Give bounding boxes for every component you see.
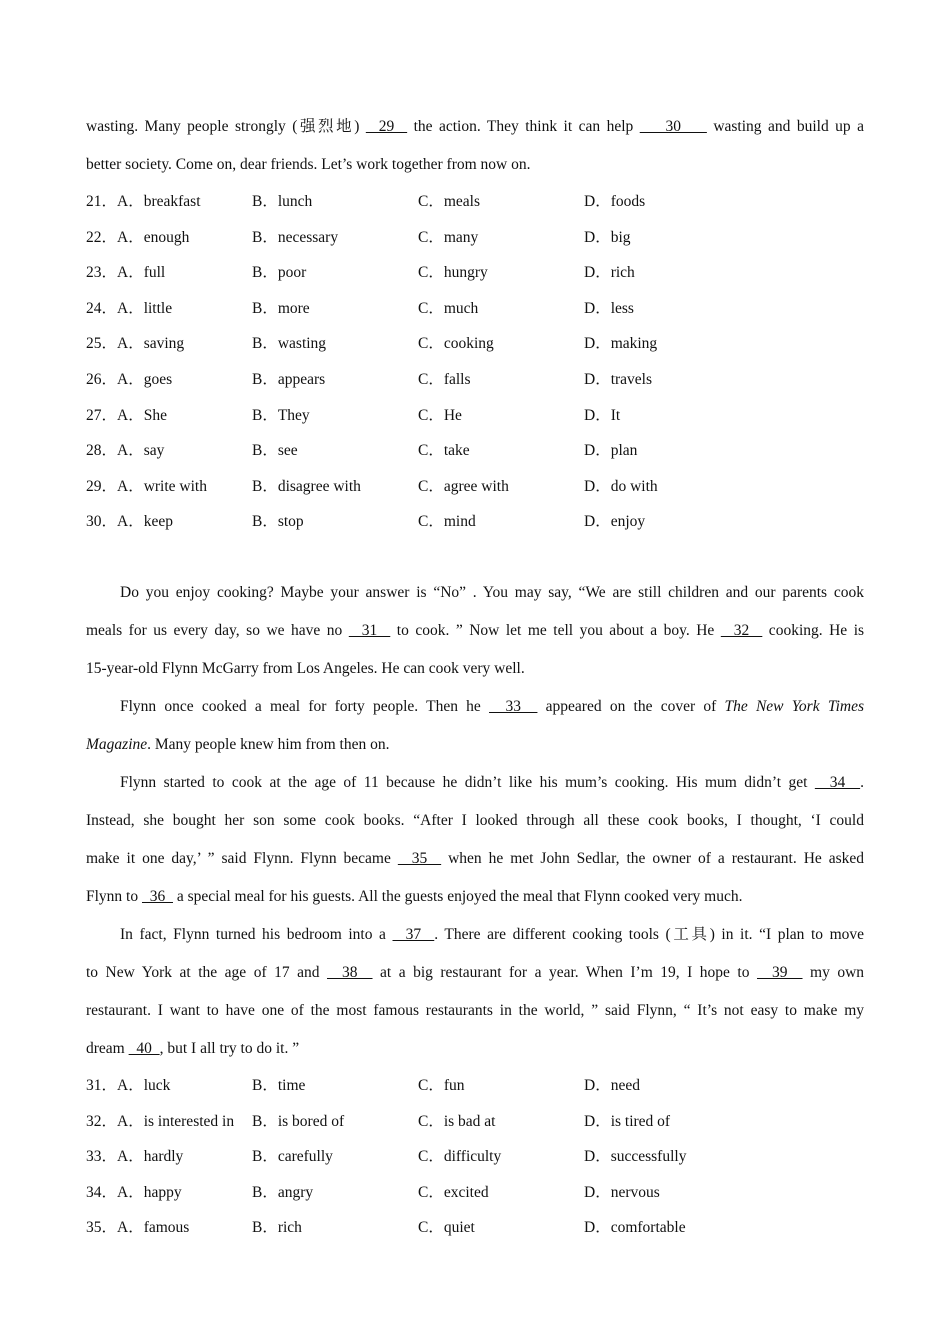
passage-line: In fact, Flynn turned his bedroom into a 37 . There are different cooking tools (工具) in it. “I plan to move <box>120 925 865 943</box>
question-row: 29．A．write with B．disagree with C．agree with D．do with <box>86 477 658 495</box>
blank-32: 32 <box>720 621 763 639</box>
options-group-31-35 <box>86 1070 864 1248</box>
passage-line: restaurant. I want to have one of the most famous restaurants in the world, ” said Flynn, “ It’s not easy to make my <box>86 1001 864 1019</box>
section-gap <box>86 542 864 576</box>
passage-2 <box>86 576 864 1070</box>
blank-38: 38 <box>327 963 373 981</box>
blank-29: 29 <box>365 118 408 135</box>
blank-30: 30 <box>639 118 707 135</box>
blank-35: 35 <box>397 849 442 867</box>
blank-34: 34 <box>814 773 861 791</box>
blank-33: 33 <box>489 697 538 715</box>
blank-31: 31 <box>348 621 391 639</box>
passage-line: 15-year-old Flynn McGarry from Los Angeles. He can cook very well. <box>86 659 525 677</box>
question-row: 31．A．luck B．time C．fun D．need <box>86 1076 640 1094</box>
passage-line: Do you enjoy cooking? Maybe your answer is “No” . You may say, “We are still children and our parents cook <box>120 583 864 601</box>
blank-40: 40 <box>128 1039 160 1057</box>
passage-line: make it one day,’ ” said Flynn. Flynn became 35 when he met John Sedlar, the owner of a restaurant. He asked <box>86 849 865 867</box>
passage-line: Flynn to 36 a special meal for his guests. All the guests enjoyed the meal that Flynn cooked very much. <box>86 887 743 905</box>
question-row: 35．A．famous B．rich C．quiet D．comfortable <box>86 1219 686 1237</box>
passage-line: meals for us every day, so we have no 31 to cook. ” Now let me tell you about a boy. He 32 cooking. He is <box>86 621 865 639</box>
passage-line: Magazine. Many people knew him from then on. <box>86 735 390 753</box>
question-row: 26．A．goes B．appears C．falls D．travels <box>86 370 653 388</box>
question-row: 28．A．say B．see C．take D．plan <box>86 442 638 460</box>
question-row: 33．A．hardly B．carefully C．difficulty D．successfully <box>86 1148 687 1166</box>
passage-line: Flynn once cooked a meal for forty people. Then he 33 appeared on the cover of The New York Times <box>120 697 864 715</box>
question-row: 32．A．is interested in B．is bored of C．is bad at D．is tired of <box>86 1112 671 1130</box>
passage-line: dream 40 , but I all try to do it. ” <box>86 1039 300 1057</box>
options-group-21-30 <box>86 186 864 542</box>
question-row: 22．A．enough B．necessary C．many D．big <box>86 228 631 246</box>
magazine-title: The New York Times <box>724 697 864 715</box>
question-row: 27．A．She B．They C．He D．It <box>86 406 621 424</box>
passage-line: Instead, she bought her son some cook books. “After I looked through all these cook books, I thought, ‘I could <box>86 811 864 829</box>
question-row: 21．A．breakfast B．lunch C．meals D．foods <box>86 193 646 210</box>
question-row: 24．A．little B．more C．much D．less <box>86 299 634 317</box>
question-row: 34．A．happy B．angry C．excited D．nervous <box>86 1183 660 1201</box>
document-page <box>86 110 864 1248</box>
blank-39: 39 <box>757 963 803 981</box>
question-row: 23．A．full B．poor C．hungry D．rich <box>86 264 635 282</box>
question-row: 30．A．keep B．stop C．mind D．enjoy <box>86 513 646 531</box>
question-row: 25．A．saving B．wasting C．cooking D．making <box>86 335 658 353</box>
blank-36: 36 <box>141 887 173 905</box>
passage-line: Flynn started to cook at the age of 11 because he didn’t like his mum’s cooking. His mum didn’t get 34 . <box>120 773 864 791</box>
passage-line: to New York at the age of 17 and 38 at a big restaurant for a year. When I’m 19, I hope to 39 my own <box>86 963 865 981</box>
passage-line: wasting. Many people strongly (强烈地) 29 the action. They think it can help 30 wasting and build up a <box>86 118 864 135</box>
passage-line: better society. Come on, dear friends. Let’s work together from now on. <box>86 156 531 173</box>
magazine-title: Magazine <box>86 735 148 753</box>
blank-37: 37 <box>392 925 435 943</box>
